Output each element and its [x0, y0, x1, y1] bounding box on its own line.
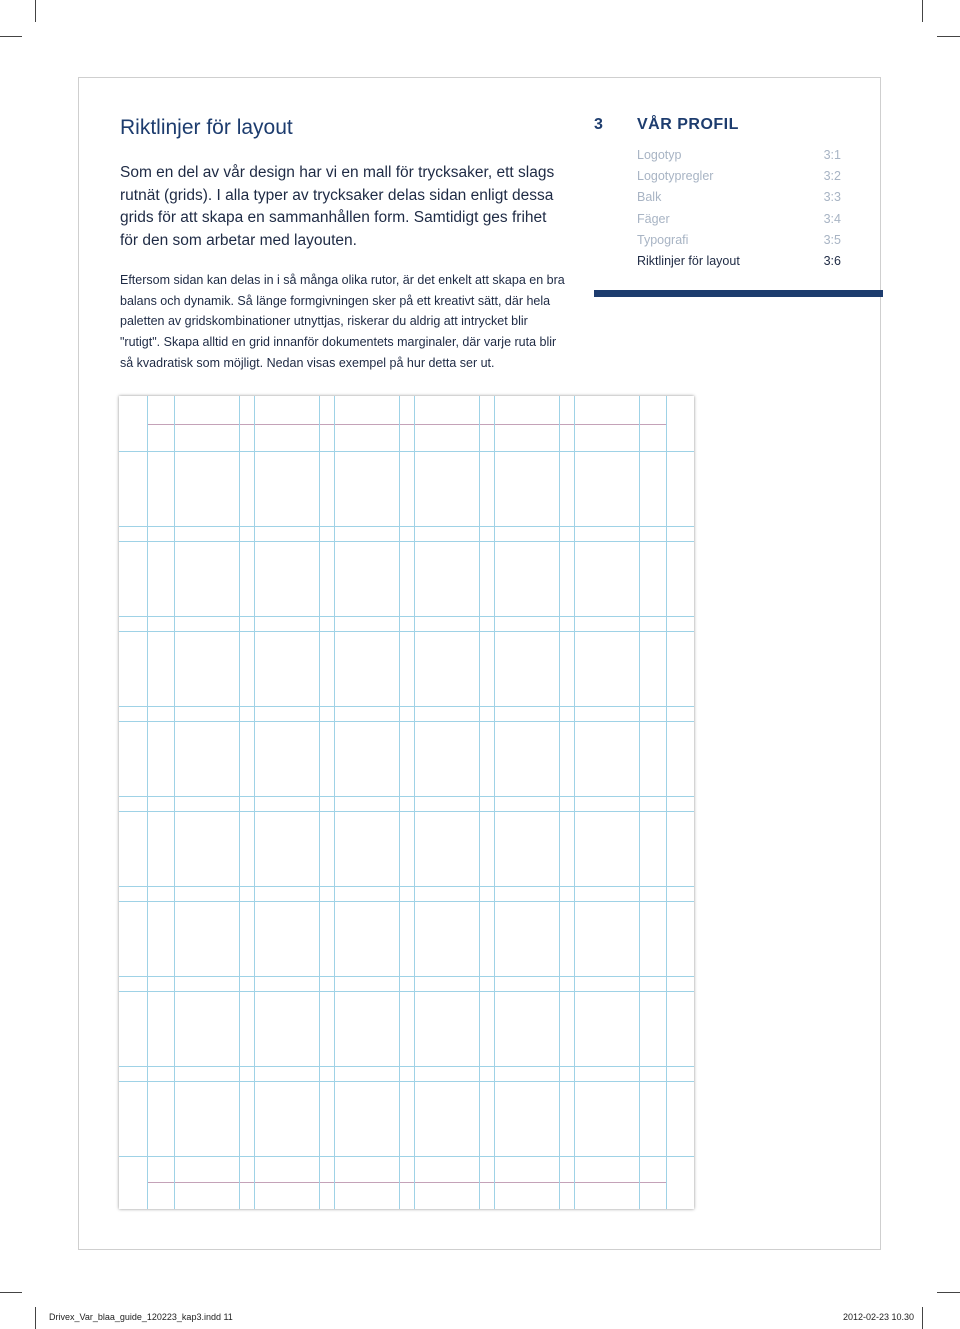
toc-item[interactable] [637, 166, 841, 187]
chapter-title: VÅR PROFIL [637, 116, 739, 133]
toc-item-label: Fäger [637, 211, 670, 226]
crop-mark [922, 0, 923, 22]
toc-item-label: Riktlinjer för layout [637, 253, 740, 268]
lead-paragraph: Som en del av vår design har vi en mall för trycksaker, ett slags rutnät (grids). I alla typer av trycksaker delas sidan enligt dessa grids för att skapa en sammanhållen form. Samtidigt ges frihet för den som arbetar med layouten. [120, 164, 555, 249]
toc-item-active[interactable] [637, 251, 841, 272]
crop-mark [0, 1292, 22, 1293]
grid-diagram [119, 396, 694, 1209]
toc-item[interactable] [637, 230, 841, 251]
page-title: Riktlinjer för layout [120, 116, 293, 139]
toc-item-label: Balk [637, 190, 662, 205]
toc-item-page: 3:5 [823, 232, 841, 247]
chapter-number: 3 [594, 116, 603, 133]
crop-mark [0, 36, 22, 37]
margin-frame [148, 425, 667, 1183]
body-paragraph: Eftersom sidan kan delas in i så många olika rutor, är det enkelt att skapa en bra balans och dynamik. Så länge formgivningen sker på ett kreativt sätt, där hela paletten av gridskombinationer utnyttjas, riskerar du aldrig att intrycket blir "rutigt". Skapa alltid en grid innanför dokumentets marginaler, där varje ruta blir så kvadratisk som möjligt. Nedan visas exempel på hur detta ser ut. [120, 273, 565, 370]
crop-mark [922, 1307, 923, 1329]
toc-item-page: 3:4 [823, 211, 841, 226]
toc-item-page: 3:2 [823, 169, 841, 184]
crop-mark [35, 0, 36, 22]
toc-item[interactable] [637, 187, 841, 208]
layout-grid-example [119, 396, 694, 1209]
footer-file-info: Drivex_Var_blaa_guide_120223_kap3.indd 11 [49, 1312, 233, 1322]
toc-item-page: 3:6 [823, 253, 841, 268]
footer-timestamp: 2012-02-23 10.30 [843, 1312, 915, 1322]
toc-item-label: Typografi [637, 232, 689, 247]
toc-item-label: Logotypregler [637, 169, 714, 184]
crop-mark [35, 1307, 36, 1329]
toc-item-page: 3:3 [823, 190, 841, 205]
crop-mark [937, 1292, 960, 1293]
toc-item[interactable] [637, 209, 841, 230]
crop-mark [937, 36, 960, 37]
toc-item-page: 3:1 [823, 148, 841, 162]
toc-item[interactable] [637, 145, 841, 166]
chapter-toc [637, 145, 841, 272]
chapter-bar [594, 290, 883, 297]
toc-item-label: Logotyp [637, 148, 682, 162]
